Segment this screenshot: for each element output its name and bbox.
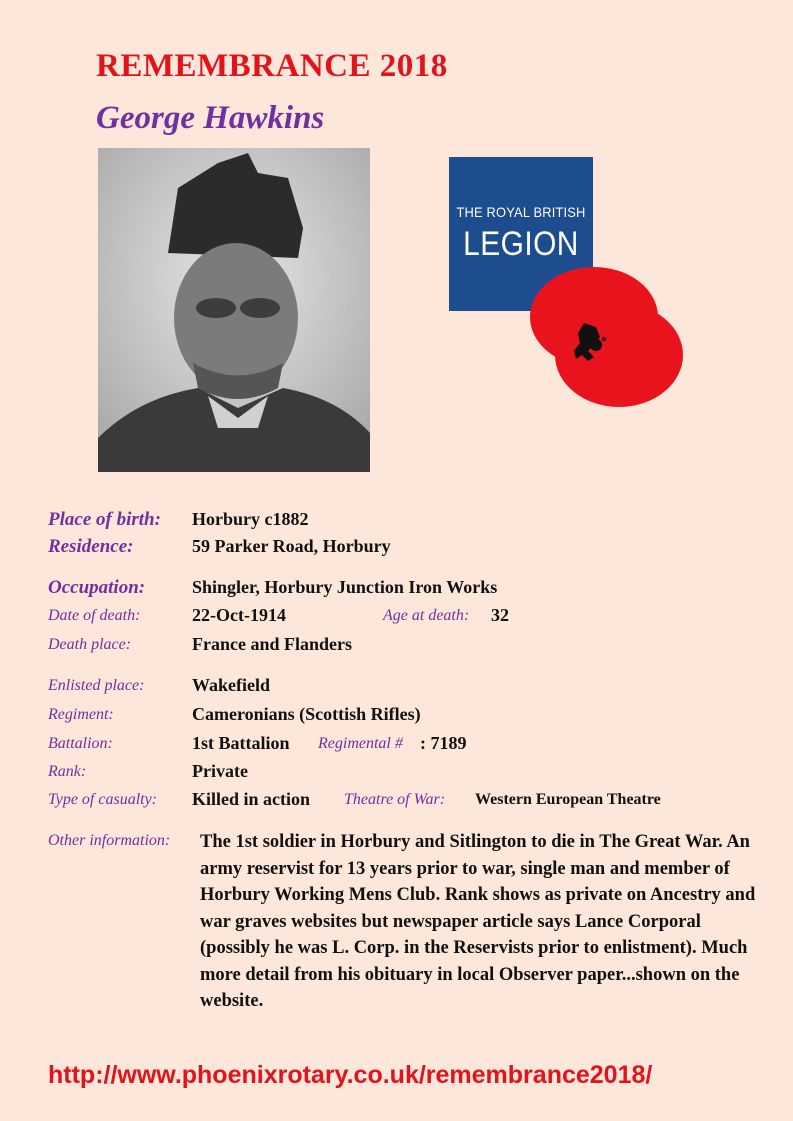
value-occupation: Shingler, Horbury Junction Iron Works (192, 577, 498, 597)
label-rank: Rank: (48, 763, 87, 780)
label-type-of-casualty: Type of casualty: (48, 791, 158, 808)
page-title: REMEMBRANCE 2018 (96, 48, 448, 84)
label-place-of-birth: Place of birth: (48, 509, 161, 530)
label-battalion: Battalion: (48, 735, 113, 752)
label-occupation: Occupation: (48, 577, 146, 598)
value-date-of-death: 22-Oct-1914 (192, 605, 286, 625)
label-regimental-number: Regimental # (318, 735, 403, 752)
value-battalion: 1st Battalion (192, 733, 290, 753)
label-death-place: Death place: (48, 636, 132, 653)
value-residence: 59 Parker Road, Horbury (192, 536, 391, 556)
label-date-of-death: Date of death: (48, 607, 141, 624)
soldier-portrait (98, 148, 370, 472)
label-theatre-of-war: Theatre of War: (344, 791, 446, 808)
value-other-information: The 1st soldier in Horbury and Sitlington to die in The Great War. An army reservist for 13 years prior to war, single man and member of Horbury Working Mens Club. Rank shows as private on Ancestry and war graves websites but newspaper article says Lance Corporal (possibly he was L. Corp. in the Reservists prior to enlistment). Much more detail from his obituary in local Observer paper...shown on the website. (200, 832, 756, 1011)
value-enlisted-place: Wakefield (192, 675, 271, 695)
label-regiment: Regiment: (48, 706, 114, 723)
value-type-of-casualty: Killed in action (192, 789, 311, 809)
logo-text-line1: THE ROYAL BRITISH (456, 204, 586, 220)
soldier-name: George Hawkins (96, 100, 325, 136)
label-enlisted-place: Enlisted place: (48, 677, 145, 694)
value-theatre-of-war: Western European Theatre (475, 791, 661, 808)
label-other-information: Other information: (48, 832, 171, 849)
value-rank: Private (192, 761, 248, 781)
label-residence: Residence: (48, 536, 134, 557)
value-age-at-death: 32 (491, 605, 509, 625)
logo-text-line2: LEGION (463, 225, 579, 263)
website-link[interactable]: http://www.phoenixrotary.co.uk/remembrance2018/ (48, 1061, 653, 1089)
poppy-icon (524, 265, 684, 410)
value-death-place: France and Flanders (192, 634, 352, 654)
value-regimental-number: : 7189 (420, 733, 467, 753)
value-place-of-birth: Horbury c1882 (192, 509, 309, 529)
label-age-at-death: Age at death: (383, 607, 470, 624)
value-regiment: Cameronians (Scottish Rifles) (192, 704, 421, 724)
